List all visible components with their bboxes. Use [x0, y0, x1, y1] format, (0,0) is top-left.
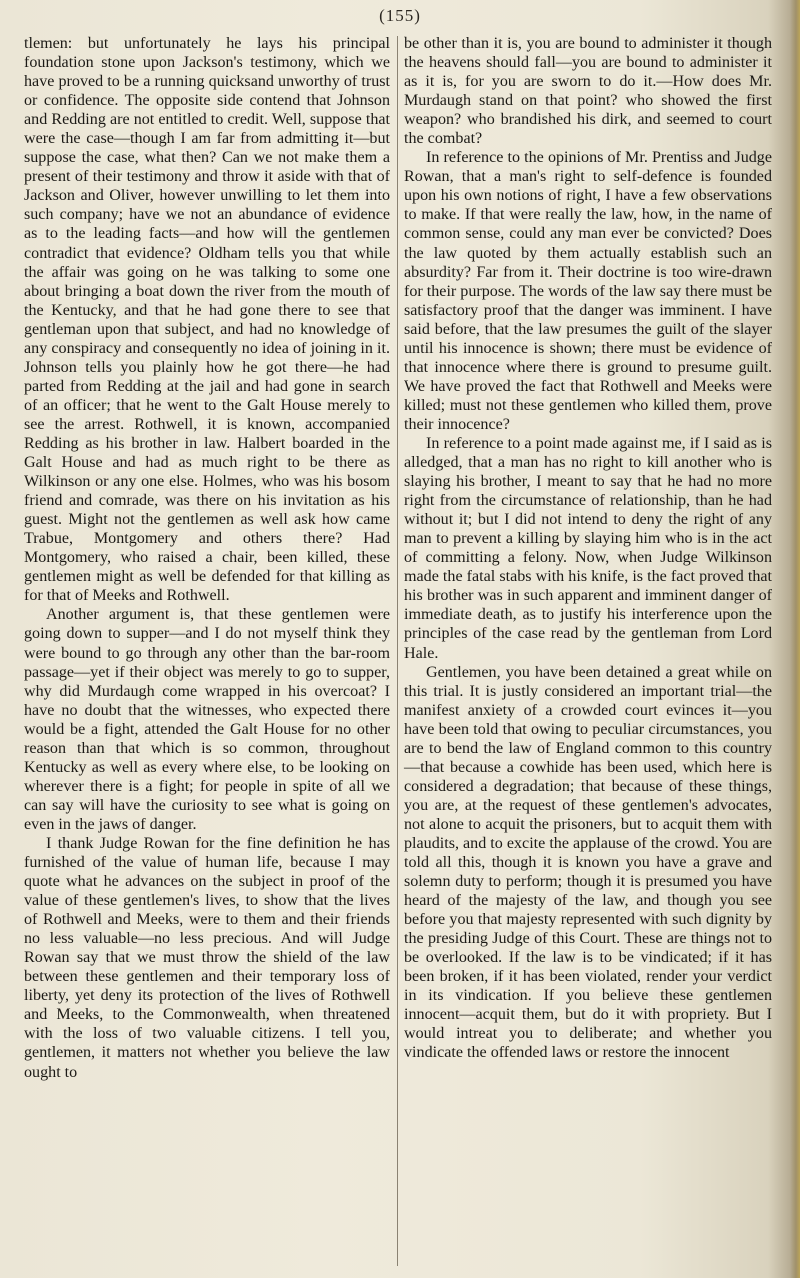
page-number: (155) [379, 6, 421, 25]
page-edge-shadow [790, 0, 800, 1278]
right-paragraph-4: Gentlemen, you have been detained a great while on this trial. It is justly considered an important trial—the manifest anxiety of a crowded court evinces it—you have been told that owing to peculiar circumstances, you are to bend the law of England common to this country—that because a cowhide has been used, which here is considered a degradation; that because of these things, you are, at the request of these gentlemen's advocates, not alone to acquit the prisoners, but to acquit them with plaudits, and to excite the applause of the crowd. You are told all this, though it is known you have a grave and solemn duty to perform; though it is presumed you have heard of the majesty of the law, and though you see before you that majesty represented with such dignity by the presiding Judge of this Court. These are things not to be overlooked. If the law is to be vindicated; if it has been broken, if it has been violated, render your verdict in its vindication. If you believe these gentlemen innocent—acquit them, but do it with propriety. But I would intreat you to deliberate; and whether you vindicate the offended laws or restore the innocent [404, 663, 772, 1062]
right-paragraph-2: In reference to the opinions of Mr. Prentiss and Judge Rowan, that a man's right to self-defence is founded upon his own notions of right, I have a few observations to make. If that were really the law, how, in the name of common sense, could any man ever be convicted? Does the law quoted by them actually establish such an absurdity? Far from it. Their doctrine is too wire-drawn for their purpose. The words of the law say there must be satisfactory proof that the danger was imminent. I have said before, that the law presumes the guilt of the slayer until his innocence is shown; there must be evidence of that innocence where there is ground to presume guilt. We have proved the fact that Rothwell and Meeks were killed; must not these gentlemen who killed them, prove their innocence? [404, 149, 772, 433]
left-paragraph-3: I thank Judge Rowan for the fine definition he has furnished of the value of human life, because I may quote what he advances on the subject in proof of the value of these gentlemen's lives, to show that the lives of Rothwell and Meeks, were to them and their friends no less valuable—no less precious. And will Judge Rowan say that we must throw the shield of the law between these gentlemen and their temporary loss of liberty, yet deny its protection of the lives of Rothwell and Meeks, to the Commonwealth, when threatened with the loss of two valuable citizens. I tell you, gentlemen, it matters not whether you believe the law ought to [24, 834, 390, 1081]
left-paragraph-1: tlemen: but unfortunately he lays his principal foundation stone upon Jackson's testimony, which we have proved to be a running quicksand unworthy of trust or confidence. The opposite side contend that Johnson and Redding are not entitled to credit. Well, suppose that were the case—though I am far from admitting it—but suppose the case, what then? Can we not make them a present of their testimony and throw it aside with that of Jackson and Oliver, however unwilling to let them into such company; have we not an abundance of evidence as to the leading facts—and how will the gentlemen contradict that evidence? Oldham tells you that while the affair was going on he was talking to some one about bringing a boat down the river from the mouth of the Kentucky, and that he had gone there to see that gentleman upon that subject, and had no knowledge of any conspiracy and consequently no idea of joining in it. Johnson tells you plainly how he got there—he had parted from Redding at the jail and had gone in search of an officer; that he went to the Galt House merely to see the arrest. Rothwell, it is known, accompanied Redding as his brother in law. Halbert boarded in the Galt House and had as much right to be there as Wilkinson or any one else. Holmes, who was his bosom friend and comrade, was there on his invitation as his guest. Might not the gentlemen as well ask how came Trabue, Montgomery and others there? Had Montgomery, who raised a chair, been killed, these gentlemen might as well be defended for that killing as for that of Meeks and Rothwell. [24, 35, 390, 605]
column-divider [397, 36, 398, 1266]
left-paragraph-2: Another argument is, that these gentlemen were going down to supper—and I do not myself think they were bound to go through any other than the bar-room passage—yet if their object was merely to go to supper, why did Murdaugh come wrapped in his overcoat? I have no doubt that the witnesses, who expected there would be a fight, attended the Galt House for no other reason than that which is so common, throughout Kentucky as well as every where else, to be looking on wherever there is a fight; for people in spite of all we can say will have the curiosity to see what is going on even in the jaws of danger. [24, 606, 390, 833]
left-column [24, 34, 390, 1082]
right-paragraph-1: be other than it is, you are bound to administer it though the heavens should fall—you are bound to administer it as it is, for you are sworn to do it.—How does Mr. Murdaugh stand on that point? who showed the first weapon? who brandished his dirk, and seemed to court the combat? [404, 35, 772, 148]
right-column [404, 34, 772, 1063]
right-paragraph-3: In reference to a point made against me, if I said as is alledged, that a man has no right to kill another who is slaying his brother, I meant to say that he had no more right from the circumstance of relationship, than he had without it; but I did not intend to deny the right of any man to prevent a killing by slaying him who is in the act of committing a felony. Now, when Judge Wilkinson made the fatal stabs with his knife, is the fact proved that his brother was in such apparent and imminent danger of immediate death, as to justify his interference upon the principles of the case read by the gentleman from Lord Hale. [404, 434, 772, 662]
